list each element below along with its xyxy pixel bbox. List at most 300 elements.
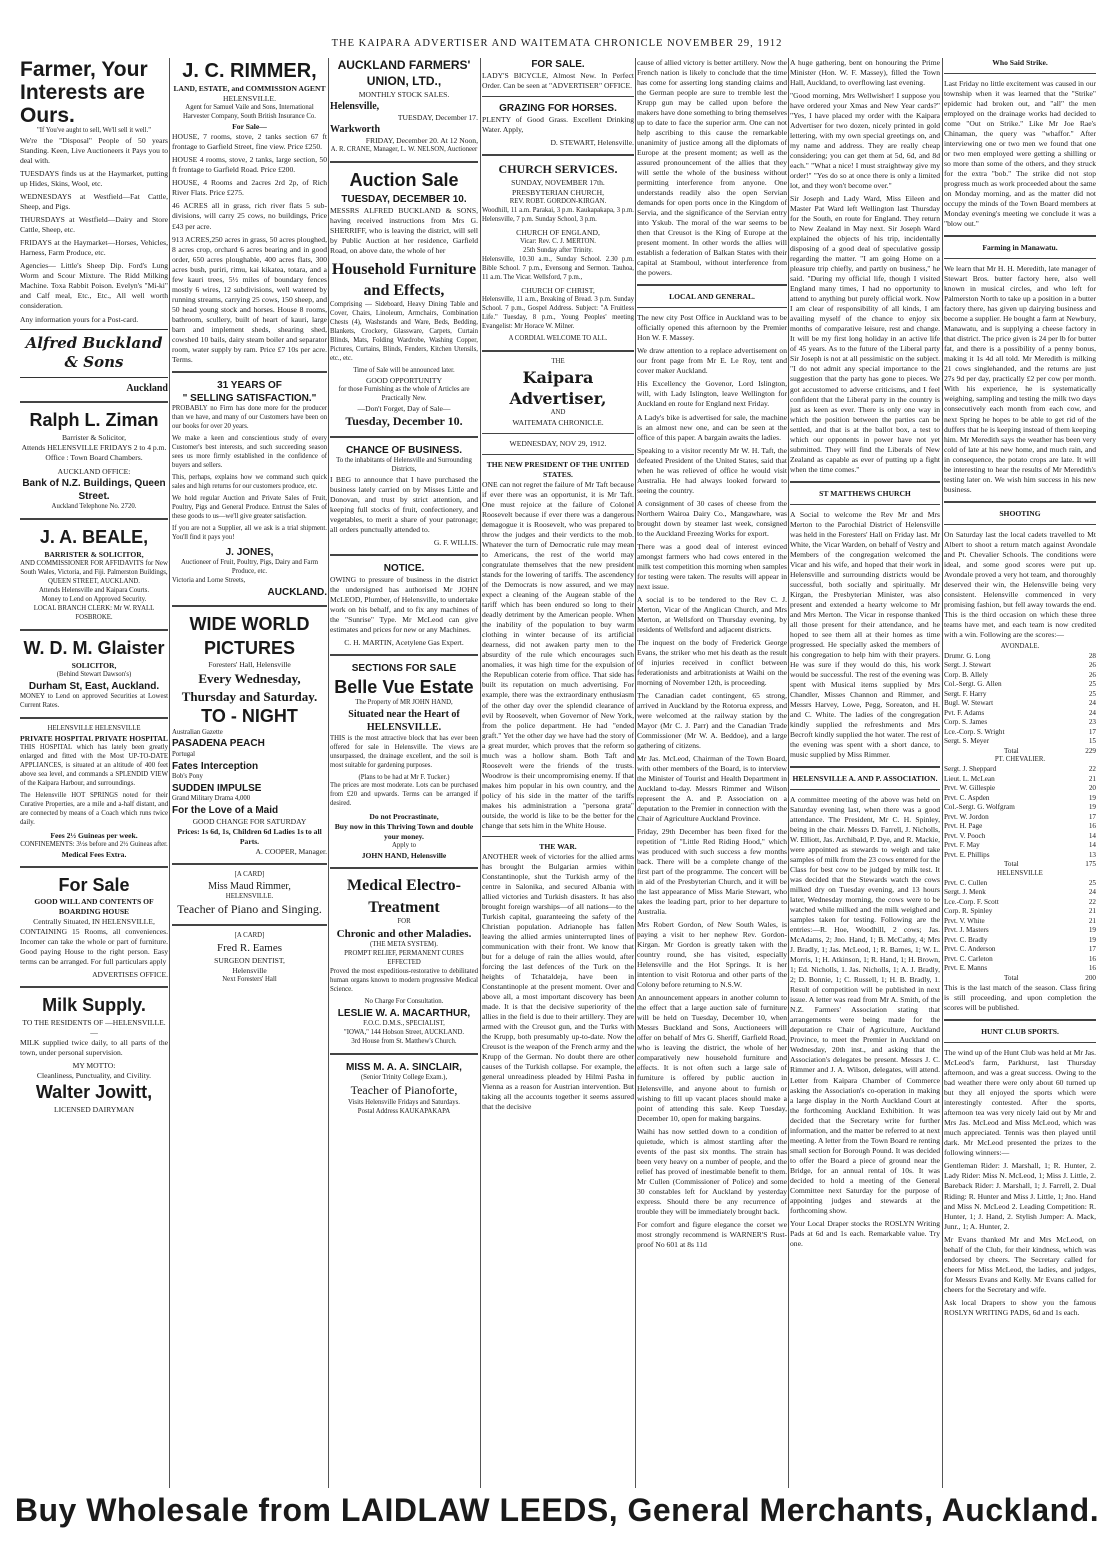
column-rule: [635, 58, 636, 1488]
local-item: Friday, 29th December has been fixed for the repetition of "Little Red Riding Hood," which was produced with such success a few months back. There will be a complete change of the first part of the programme. The concert will be in aid of the Presbyterian Church, and it will be the last appearance of Miss Marie Stewart, who takes the leading part, prior to her departure to Australia.: [637, 827, 787, 917]
shooter-score: 22: [1088, 765, 1096, 774]
milk-title: Milk Supply.: [42, 995, 146, 1016]
milk-body: MILK supplied twice daily, to all parts of the town, under personal supervision.: [20, 1038, 168, 1058]
sinclair-sub: (Senior Trinity College Exam.),: [360, 1074, 448, 1082]
local-item: The inquest on the body of Frederick George Evans, the striker who met his death as the result of injuries received in conflict between federationists and arbitrationists at Waihi on the morning of November 12th, is proceeding.: [637, 637, 787, 687]
column-2: [172, 58, 327, 1488]
shooter-name: Col.-Sergt. G. Allen: [944, 680, 1002, 689]
medical-meta: (THE META SYSTEM).: [370, 941, 438, 949]
years-body: PROBABLY no Firm has done more for the producer than we have, and many of our Customers have been on our books for over 20 years.: [172, 405, 327, 431]
score-tables: [944, 643, 1096, 983]
beale-name: J. A. BEALE,: [39, 527, 149, 548]
christ-welcome: A CORDIAL WELCOME TO ALL.: [508, 334, 608, 342]
total-label: Total: [1004, 746, 1019, 755]
beale-money: Money to Lend on Approved Security.: [41, 596, 147, 604]
hosp-springs: The Helensville HOT SPRINGS noted for their Curative Properties, are a mile and a-half distant, and are connected by means of a Coach which runs twice daily.: [20, 791, 168, 826]
shooter-score: 17: [1088, 812, 1096, 821]
years-body: We make a keen and conscientious study of every Customer's best interests, and such succeeding season sees us more firmly established in the confidence of buyers and sellers.: [172, 435, 327, 469]
auction-title: Auction Sale: [349, 170, 459, 191]
shooter-name: Prvt. J. Masters: [944, 926, 989, 935]
local-item: His Excellency the Govenor, Lord Islington, will, with Lady Islington, leave Wellington for Auckland en route for England next Friday.: [637, 379, 787, 409]
hunt-end: Mr Evans thanked Mr and Mrs McLeod, on behalf of the Club, for their kindness, which was endorsed by cheers. The Secretary called for cheers for Miss McLeod, the ladies, and judges, for Messrs Evans and Kelly. Mr Evans called for cheers for the Secretary and wife.: [944, 1234, 1096, 1294]
hosp-fees: Fees 2½ Guineas per week.: [50, 830, 138, 840]
total-label: Total: [1004, 973, 1019, 982]
shooter-score: 24: [1088, 708, 1096, 717]
local-item: An announcement appears in another column to the effect that a large auction sale of furniture will be held on Tuesday, December 10, when Messrs Buckland and Sons, Auctioneers will offer on behalf of Mrs G. Sheriff, Garfield Road, who is leaving the district, the whole of her comparatively new household furniture and effects. It is not often such a large sale of furniture is offered by public auction in Helensville, and anyone about to furnish or wishing to fill up vacant places should make a point of attending this sale. Keep Tuesday, December 10, open for making bargains.: [637, 993, 787, 1123]
local-item: The Canadian cadet contingent, 65 strong, arrived in Auckland by the Rotorua express, and were welcomed at the railway station by the Mayor (Mr C. J. Parr) and the Canadian Trade Commissioner (Mr W. A. Beddoe), and a large gathering of citizens.: [637, 690, 787, 750]
eng-vicar: Vicar: Rev. C. J. MERTON.: [519, 238, 597, 246]
local-item: The new city Post Office in Auckland was to be officially opened this afternoon by the Premier Hon W. F. Massey.: [637, 313, 787, 343]
score-row: [944, 728, 1096, 738]
shooter-score: 22: [1088, 897, 1096, 906]
shooter-score: 24: [1088, 888, 1096, 897]
eng-title: CHURCH OF ENGLAND,: [516, 228, 600, 238]
column-rule: [169, 58, 170, 1488]
score-table: [944, 652, 1096, 757]
shooter-name: Prvt. C. Carleton: [944, 954, 993, 963]
shooter-score: 14: [1088, 831, 1096, 840]
war-body: ANOTHER week of victories for the allied arms has brought the Bulgarian armies within Constantinople, shut the Turkish army of the centre in Salonika, and secured Albania with allied victories and Turkish disasters. It has also brought foreign warships—of all nations—to the Turkish capital, guaranteeing the safety of the Christian population. Adrianople has fallen leaving the allied armies uninterrupted lines of communication with their front. We know that but for a deluge of rain the allies would, after forcing the last defences of the Turk on the heights of Tchataldeja, have been in Constantinople at the present moment. Over and above all, a most important discovery has been made. It is that the decisive superiority of the allies in the field is due to their artillery. They are armed with the Creusot gun, and the Turks with the Krupp, both presumably up-to-date. Now the Creusot is the weapon of the French army and the Krupp of the German. No doubt there are other causes of the Turkish collapse. For example, the general unreadiness pleaded by Hilmi Pasha in Vienna as a reason for Austrian intervention. But taking all the accounts together it seems assured that the decisive: [482, 851, 634, 1112]
logo-place: Auckland: [126, 383, 168, 395]
total-label: Total: [1004, 860, 1019, 869]
shooter-name: Prvt. V. White: [944, 916, 985, 925]
local-item: There was a good deal of interest evinced amongst farmers who had cows entered in the milk test competition this morning when samples for testing were taken. The results will appear in next issue.: [637, 541, 787, 591]
dont-forget-date: Tuesday, December 10.: [345, 414, 463, 428]
score-row: [944, 813, 1096, 823]
column-3: [330, 58, 478, 1488]
notice-sig: C. H. MARTIN, Acetylene Gas Expert.: [344, 638, 464, 648]
property-of: The Property of MR JOHN HAND,: [355, 699, 453, 707]
score-row: [944, 680, 1096, 690]
hosp-medical: Medical Fees Extra.: [61, 849, 127, 859]
milk-to: TO THE RESIDENTS OF —HELENSVILLE.—: [22, 1018, 166, 1038]
score-row: [944, 898, 1096, 908]
listing: 46 ACRES all in grass, rich river flats 5 sub-divisions, will carry 25 cows, no buildings, Price £43 per acre.: [172, 201, 327, 231]
card-label: [A CARD]: [234, 932, 265, 940]
shooter-score: 23: [1088, 718, 1096, 727]
pictures-hall: Foresters' Hall, Helensville: [208, 660, 291, 670]
shooter-name: Prvt. F. May: [944, 841, 980, 850]
score-row: [944, 964, 1096, 974]
glaister-behind: (Behind Stewart Dawson's): [56, 670, 132, 678]
grazing-sig: D. STEWART, Helensville.: [550, 138, 634, 148]
jones-city: AUCKLAND.: [267, 586, 327, 598]
household-title: Household Furniture and Effects,: [331, 261, 477, 300]
notice-title: NOTICE.: [383, 563, 425, 575]
day-item: TUESDAYS finds us at the Haymarket, putting up Hides, Skins, Wool, etc.: [20, 169, 168, 189]
farmer-days: [20, 169, 168, 258]
shooter-name: Corp. S. James: [944, 718, 988, 727]
card-label: [A CARD]: [234, 871, 265, 879]
local-title: LOCAL AND GENERAL.: [669, 292, 755, 302]
shooter-score: 17: [1088, 727, 1096, 736]
masthead: THE KAIPARA ADVERTISER AND WAITEMATA CHRONICLE NOVEMBER 29, 1912: [331, 38, 783, 49]
card1-place: HELENSVILLE.: [225, 893, 274, 901]
score-row: [944, 803, 1096, 813]
shooter-name: Sergt. J. Menk: [944, 888, 986, 897]
forsale-label: For Sale—: [232, 122, 267, 132]
bellevue-title: Belle Vue Estate: [334, 676, 474, 697]
score-row: [944, 917, 1096, 927]
shooter-name: Sergt. J. Sheppard: [944, 765, 997, 774]
church-date: SUNDAY, NOVEMBER 17th.: [511, 178, 605, 188]
local-item: For comfort and figure elegance the corset we most strongly recommend is WARNER'S Rust-proof No 601 at 8s 11d: [637, 1219, 787, 1249]
tonight: TO - NIGHT: [201, 705, 298, 726]
total-row: [944, 860, 1096, 870]
listing: 913 ACRES,250 acres in grass, 50 acres ploughed, 8 acres crop, orchard 6 acres bearing and in good order, 650 acres ploughable, 400 acres flats, 300 acres bush, puriri, rimu, kai kikatea, totara, and a few kauri trees, 5½ miles of boundary fences mostly 6 wires, 12 subdivisions, well watered by running streams, carrying 25 cows, 150 sheep, and 50 head young stock and horses. House 8 rooms, bathroom, scullery, built of heart of kauri, large barn and implement sheds, shearing shed, cowshed 10 bails, dairy steam boiler and separator room, water supply by ram. Price £7 10s per acre. Terms.: [172, 234, 327, 364]
years-body: We hold regular Auction and Private Sales of Fruit, Poultry, Pigs and General Produce. Entrust the Sales of these goods to us—we'll give greater satisfaction.: [172, 494, 327, 520]
local-item: Speaking to a visitor recently Mr W. H. Taft, the defeated President of the United States, said that when he was relieved of office he would visit Australia. He had always looked forward to seeing the country.: [637, 445, 787, 495]
hosp-head: HELENSVILLE HELENSVILLE: [47, 724, 141, 732]
shooter-name: Col.-Sergt. G. Wolfgram: [944, 803, 1015, 812]
shooting-end: This is the last match of the season. Class firing is still proceeding, and upon completion the scores will be published.: [944, 983, 1096, 1013]
column-rule: [788, 58, 789, 1488]
film-source: Bob's Pony: [172, 772, 203, 780]
hunt-title: HUNT CLUB SPORTS.: [981, 1027, 1059, 1037]
procrastinate: Do not Procrastinate,: [369, 812, 439, 822]
prices: Prices: 1s 6d, 1s, Children 6d Ladies 1s to all Parts.: [177, 827, 322, 847]
column-rule: [942, 58, 943, 1488]
film-title: Fates Interception: [172, 760, 259, 772]
eng-times: Helensville, 10.30 a.m., Sunday School. 2.30 p.m. Bible School. 7 p.m., Evensong and Sermon. Tauhoa, 11 a.m. The Vicar. Wellsford, 7 p.m.,: [482, 256, 634, 282]
score-row: [944, 851, 1096, 861]
strike-body: Last Friday no little excitement was caused in our township when it was learned that the "Strike" epidemic had broken out, and "all" the men employed on the drainage works had decided to come "Out on Strike." Like Mr Joe Rae's Chinaman, the query was "whaffor." After interviewing one or two men we found that one or two men employed were getting a shilling or so more than some of the others, and they struck for the extra "bob." The strike did not stop progress much as work proceeded about the same on Monday morning, and as the matter did not occupy the minds of the Town Board members at Monday evening's meeting we conclude it was a "blow out.": [944, 79, 1096, 229]
pictures-days: Every Wednesday, Thursday and Saturday.: [181, 671, 318, 704]
medical-relief: PROMPT RELIEF, PERMANENT CURES EFFECTED: [344, 950, 464, 967]
shooter-name: Prvt. C. Aspden: [944, 793, 990, 802]
shooter-name: Prvt. C. Bradly: [944, 935, 988, 944]
score-row: [944, 907, 1096, 917]
medical-nocharge: No Charge For Consultation.: [364, 997, 444, 1005]
sinclair-visits: Visits Helensville Fridays and Saturdays.: [348, 1098, 460, 1106]
afu-monthly: MONTHLY STOCK SALES.: [358, 89, 450, 99]
listing: HOUSE 4 rooms, stove, 2 tanks, large section, 50 ft frontage to Garfield Road. Price £200.: [172, 155, 327, 175]
score-row: [944, 690, 1096, 700]
afu-title: AUCKLAND FARMERS' UNION, LTD.,: [337, 58, 471, 88]
macarthur-q: F.O.C. D.M.S., SPECIALIST,: [363, 1020, 445, 1028]
shooter-score: 19: [1088, 803, 1096, 812]
christ-title: CHURCH OF CHRIST,: [521, 286, 595, 296]
score-row: [944, 794, 1096, 804]
medical-body: Proved the most expeditious-restorative to debilitated human organs known to modern progressive Medical Science.: [330, 968, 478, 993]
shooter-score: 14: [1088, 841, 1096, 850]
hunt-winners: Gentleman Rider: J. Marshall, 1; R. Hunter, 2. Lady Rider: Miss N. McLeod, 1; Miss J. Little, 2. Bareback Rider: J. Marshall, 1; J. Farrell, 2. Dual Riding: R. Hunter and Miss J. Little, 1; Jno. Hand and Miss N. McLeod 2. Leading Competition: R. Hunter, 1; J. Hand, 2. Stylish Jumper: A. Mack, Junr., 1; A. Hunter, 2.: [944, 1161, 1096, 1231]
sale-sub: GOOD WILL AND CONTENTS OF BOARDING HOUSE: [34, 897, 154, 917]
ap-title: HELENSVILLE A. AND P. ASSOCIATION.: [792, 774, 938, 784]
glaister-addr: Durham St, East, Auckland.: [28, 680, 160, 692]
rimmer-title: LAND, ESTATE, and COMMISSION AGENT: [173, 84, 326, 94]
forsale-title: FOR SALE.: [531, 59, 585, 70]
ziman-office: Office : Town Board Chambers.: [45, 453, 143, 463]
milk-motto-text: Cleanliness, Punctuality, and Civility.: [36, 1071, 152, 1081]
day-item: WEDNESDAYS at Westfield—Fat Cattle, Sheep, and Pigs.: [20, 192, 168, 212]
afu-manager: A. R. CRANE, Manager, L. W. NELSON, Auctioneer: [330, 146, 478, 154]
macarthur-house: 3rd House from St. Matthew's Church.: [351, 1038, 457, 1046]
shooter-name: Lce.-Corp. S. Wright: [944, 727, 1005, 736]
score-row: [944, 936, 1096, 946]
paper-and: AND: [550, 409, 566, 417]
milk-motto: MY MOTTO:: [72, 1061, 116, 1071]
presb-times: Woodhill, 11 a.m. Parakai, 3 p.m. Kaukapakapa, 3 p.m. Helensville, 7 p.m. Sunday School, 3 p.m.: [482, 207, 634, 224]
milk-name: Walter Jowitt,: [35, 1082, 153, 1103]
ziman-name: Ralph L. Ziman: [29, 410, 159, 431]
ziman-bank: Bank of N.Z. Buildings, Queen Street.: [22, 478, 166, 503]
beale-title: BARRISTER & SOLICITOR,: [44, 550, 144, 560]
shooter-score: 25: [1088, 680, 1096, 689]
paper-sub: WAITEMATA CHRONICLE.: [512, 418, 604, 428]
grazing-body: PLENTY of Good Grass. Excellent Drinking Water. Apply,: [482, 115, 634, 135]
news-item: A huge gathering, bent on honouring the Prime Minister (Hon. W. F. Massey), filled the Town Hall, Auckland, to overflowing last evening.: [790, 58, 940, 88]
score-row: [944, 671, 1096, 681]
shooter-score: 21: [1088, 774, 1096, 783]
news-item: "Good morning, Mrs Wellwisher! I suppose you have ordered your Xmas and New Year cards?" "Yes, I have placed my order with the Kaipara Advertiser for two dozen, nicely printed in gold lettering, with my own special greetings on, and my name and address. They are really cheap considering; you can get them at 5d, 6d, and 8d each." "What a nice! I must straightway give my order!" "Yes do so at once there is only a limited lot, and they won't become over.": [790, 91, 940, 191]
column-4: [482, 58, 634, 1488]
team-name: HELENSVILLE: [997, 869, 1043, 877]
beale-attends: Attends Helensville and Kaipara Courts.: [38, 587, 150, 595]
shooter-score: 26: [1088, 670, 1096, 679]
years-body: This, perhaps, explains how we command such quick sales and high returns for our customers produce, etc.: [172, 473, 327, 490]
score-row: [944, 945, 1096, 955]
total-score: 200: [1085, 973, 1096, 982]
shooter-name: Prvt. W. Gillespie: [944, 784, 996, 793]
film-title: PASADENA PEACH: [172, 738, 265, 750]
paper-name: Kaipara Advertiser,: [509, 367, 607, 409]
macarthur-addr: "IOWA," 144 Hobson Street, AUCKLAND.: [343, 1029, 465, 1037]
shooter-name: Sergt. S. Meyer: [944, 737, 989, 746]
shooter-score: 21: [1088, 916, 1096, 925]
local-item: Mr Jas. McLeod, Chairman of the Town Board, with other members of the Board, is to interview the Minister of Tourist and Health Department in Auckland to-day. Messrs Rimmer and Wilson represent the A. and P. Association on a deputation to the Premier in connection with the Chair of Agriculture Auckland Province.: [637, 754, 787, 824]
medical-for: FOR: [397, 917, 411, 925]
apply-to: Apply to: [392, 842, 416, 850]
score-row: [944, 661, 1096, 671]
total-score: 229: [1085, 746, 1096, 755]
paper-the: THE: [551, 357, 565, 365]
score-row: [944, 737, 1096, 747]
shooter-name: Pvt. F. Adams: [944, 708, 985, 717]
shooter-score: 19: [1088, 793, 1096, 802]
presb-rev: REV. ROBT. GORDON-KIRGAN.: [509, 198, 607, 206]
shooter-score: 28: [1088, 651, 1096, 660]
sale-loc: Centrally Situated, IN HELENSVILLE,: [33, 917, 155, 927]
rimmer-name: J. C. RIMMER,: [182, 60, 317, 82]
team-name: AVONDALE.: [1000, 642, 1040, 650]
shooting-title: SHOOTING: [999, 508, 1041, 518]
situated: Situated near the Heart of HELENSVILLE.: [348, 709, 460, 734]
shooter-score: 20: [1088, 784, 1096, 793]
shooter-name: Prvt. E. Manns: [944, 964, 988, 973]
shooter-name: Prvt. C. Cullen: [944, 878, 988, 887]
change-body: I BEG to announce that I have purchased the business lately carried on by Misses Little and Donovan, and trust by strict attention, and keeping full stocks of fruit, confectionery, and vegetables, to merit a share of your patronage; all orders punctually attended to.: [330, 474, 478, 535]
change-sig: G. F. WILLIS.: [433, 538, 478, 548]
sections-title: SECTIONS FOR SALE: [351, 663, 457, 675]
change-to: To the inhabitants of Helensville and Surrounding Districts,: [336, 457, 472, 473]
shooter-score: 25: [1088, 689, 1096, 698]
strike-title: Who Said Strike.: [992, 58, 1048, 67]
glaister-money: MONEY to Lend on approved Securities at Lowest Current Rates.: [20, 692, 168, 709]
listing: HOUSE, 4 Rooms and 2acres 2rd 2p, of Rich River Flats. Price £275.: [172, 178, 327, 198]
afu-date: TUESDAY, December 17.: [397, 112, 478, 122]
jones-body: Auctioneer of Fruit, Poultry, Pigs, Dairy and Farm Produce, etc.: [181, 558, 318, 575]
shooter-name: Prvt. E. Phillips: [944, 850, 990, 859]
shooting-body: On Saturday last the local cadets travelled to Mt Albert to shoot a return match against Avondale and Pt. Chevalier Schools. The conditions were ideal, and some good scores were put up. Avondale proved a very hot team, and thoroughly deserved their win, the Helensville being very consistent. Helensville commenced in very promising fashion, but fell away towards the end. This is the third occasion on which these three teams have met, and each team is now credited with a win. Following are the scores:—: [944, 529, 1096, 639]
shooter-score: 16: [1088, 822, 1096, 831]
plans: (Plans to be had at Mr F. Tucker.): [358, 773, 450, 781]
shooter-name: Prvt. V. Pooch: [944, 831, 986, 840]
local-item: A consignment of 30 cases of cheese from the Northern Wairoa Dairy Co., Mangawhare, was brought down by steamer last week, consigned to the Auckland Freezing Works for export.: [637, 498, 787, 538]
any-info: Any information yours for a Post-card.: [20, 314, 139, 324]
time-sale: Time of Sale will be announced later.: [353, 367, 455, 375]
card2-place: Helensville: [232, 965, 267, 975]
notice-body: OWING to pressure of business in the district the undersigned has authorised Mr JOHN McLEOD, Plumber, of Helensville, to undertake work on his behalf, and to fix any machines of the "Sunrise" Type. Mr McLeod can give estimates and prices for new or any Machines.: [330, 575, 478, 635]
shooter-name: Lce.-Corp. F. Scott: [944, 897, 999, 906]
local-item: Waihi has now settled down to a condition of quietude, which is almost startling after the events of the past six months. The strain has been very heavy on a number of people, and the relief has proved of inestimable benefit to them. Mr Cullen (Commissioner of Police) and some 30 constables left for Auckland by yesterday express. Should there be any recurrence of trouble they will be immediately brought back.: [637, 1126, 787, 1216]
ap-body: A committee meeting of the above was held on Saturday evening last, when there was a good attendance. The President, Mr C. H. Spinley, being in the chair. Messrs D. Farrell, J. Nicholls, W. Elliott, Jas. Archibald, P. Dye, and R. Mackie, were appointed as stewards to weigh and take samples of milk from the 23 cows entered for the Class for best cow to be judged by milk test. It was decided that the Stewards watch the cows milked dry on Tuesday evening, and 13 hours later, Wednesday morning, the cows were to be watched while milked and the milk weighed and samples taken for testing. Following are the entries:—R. Hoe, Woodhill, 2 cows; Jas. McAdams, 2; Jno. Hand, 1; B. McCathy, 4; Mrs J. Bradly, 1; Jas. McLeod, 1; R. Barnes, 1; W. L. Morris, 1; H. Atkinson, 1; R. Hand, 1; H. Brown, 1; Ed. Nicholls, 1. Jas. Nicholls, 1; A. J. Bradly, 2; D. Bonnie, 1; C. Russell, 1; H. B. Bradly, 1. Result of competition will be published in next issue. A letter was read from Mr A. Smith, of the N.Z. Farmers' Association stating that arrangements were being made for the deputation re Chair of Agriculture, Auckland Province, to meet the Premier in Auckland on Wednesday, 20th inst., and asking that the Association's delegates be present. Messrs J. C. Rimmer and J. A. Wilson, delegates, will attend. Letter from Kaipara Chamber of Commerce asking the Association's co-operation in making a large display in the North Auckland Court at the forthcoming Auckland Exhibition. It was decided that the Secretary write for further information, and the matter be referred to at next meeting. A letter from the Town Board re renting small section for Borough Pound. It was decided to offer the Board a piece of ground near the Bridge, for an annual rental of 10s. It was decided to hold a meeting of the General Committee next Saturday for the purpose of appointing judges and stewards at the forthcoming show.: [790, 795, 940, 1215]
bellevue-body: THIS is the most attractive block that has ever been offered for sale in Helensville. The views are unsurpassed, the drainage excellent, and the soil is most suitable for gardening purposes.: [330, 734, 478, 769]
total-row: [944, 974, 1096, 984]
local-item: A social is to be tendered to the Rev C. J. Merton, Vicar of the Anglican Church, and Mrs Merton, at Wellsford on Thursday evening, by residents of Wellsford and adjacent districts.: [637, 594, 787, 634]
local-item: A Lady's bike is advertised for sale, the machine is an almost new one, and can be seen at the office of this paper. A bargain awaits the ladies.: [637, 412, 787, 442]
auction-date: TUESDAY, DECEMBER 10.: [341, 193, 467, 205]
score-row: [944, 822, 1096, 832]
score-table: [944, 879, 1096, 984]
column-1: [20, 58, 168, 1488]
shooter-name: Drumr. G. Long: [944, 651, 991, 660]
pictures-title: WIDE WORLD PICTURES: [189, 613, 310, 658]
medical-title: Medical Electro-Treatment: [347, 877, 461, 916]
shooter-score: 26: [1088, 661, 1096, 670]
change-title: CHANCE OF BUSINESS.: [345, 444, 463, 456]
sale-apply: ADVERTISES OFFICE.: [92, 970, 168, 980]
card2-title: SURGEON DENTIST,: [214, 955, 285, 965]
score-row: [944, 699, 1096, 709]
rimmer-agent: Agent for Samuel Vaile and Sons, International Harvester Company, South British Insurance Co.: [182, 104, 317, 121]
dont-forget: —Don't Forget, Day of Sale—: [357, 403, 451, 413]
good-change: GOOD CHANGE FOR SATURDAY: [192, 817, 307, 827]
score-row: [944, 765, 1096, 775]
shooter-name: Prvt. W. Jordon: [944, 812, 989, 821]
film-title: For the Love of a Maid: [172, 804, 279, 816]
film-source: Australian Gazette: [172, 728, 223, 736]
manawatu-title: Farming in Manawatu.: [982, 243, 1058, 253]
war-continued: cause of allied victory is better artillery. Now the French nation is likely to conclude that the time has come for asserting long standing claims and the German people are sure to tremble lest the Krupp gun may be called upon before the makers have done something to bring themselves up to date to face the superior arm. One can not help ascribing to this cause the remarkable unanimity of justice among all the diplomats of Europe at the present moment; as well as the assured pronouncement of the allies that they will settle the whole of the business without permitting interference from anyone. One understands readily also the open Servian demands for open ports once in the Kingdom of Servia, and the significance of the Servian entry into Yskub. The moral of the war seems to be then that Creusot is the King of Europe at the present moment. In other words the allies will establish a federation of Balkan States with their capital at Stamboul, without interference from the powers.: [637, 58, 787, 278]
shooter-name: Prvt. C. Anderson: [944, 945, 996, 954]
sale-body: CONTAINING 15 Rooms, all conveniences. Incomer can take the whole or part of furniture. Good paying House to the right person. Easy terms can be arranged. For full particulars apply: [20, 927, 168, 967]
church-title: CHURCH SERVICES.: [498, 162, 618, 177]
day-item: FRIDAYS at the Haymarket—Horses, Vehicles, Harness, Farm Produce, etc.: [20, 238, 168, 258]
shooter-name: Bugl. W. Stewart: [944, 699, 994, 708]
sale-title: For Sale: [58, 874, 130, 895]
team-name: PT. CHEVALIER.: [994, 756, 1046, 764]
card2-name: Fred R. Eames: [216, 942, 283, 955]
beale-clerk: LOCAL BRANCH CLERK: Mr W. RYALL FOSBROKE.: [33, 605, 155, 622]
draper-note: Ask local Drapers to show you the famous ROSLYN WRITING PADS, 6d and 1s each.: [944, 1297, 1096, 1317]
score-row: [944, 775, 1096, 785]
paper-date: WEDNESDAY, NOV 29, 1912.: [509, 439, 607, 449]
score-row: [944, 709, 1096, 719]
macarthur-name: LESLIE W. A. MACARTHUR,: [337, 1007, 471, 1019]
jones-addr: Victoria and Lorne Streets,: [172, 576, 246, 584]
score-row: [944, 955, 1096, 965]
shooter-name: Sergt. J. Stewart: [944, 661, 991, 670]
shooter-name: Sergt. F. Harry: [944, 689, 987, 698]
day-item: THURSDAYS at Westfield—Dairy and Store Cattle, Sheep, etc.: [20, 215, 168, 235]
years-body: If you are not a Supplier, all we ask is a trial shipment. You'll find it pays you!: [172, 524, 327, 541]
shooter-name: Prvt. H. Page: [944, 822, 983, 831]
president-body: ONE can not regret the failure of Mr Taft because if ever there was an opportunist, it is Mr Taft. One must rejoice at the failure of Colonel Roosevelt because if ever there was a dangerous demagogue it is Roosevelt, who was prepared to throw the judges and their verdicts to the mob. Whatever the turn of Democratic rule may mean to Americans, the rest of the world may congratulate themselves that the new president stands for the lowering of tariffs. The ascendency of the Democrats is now assured, and we may expect a cleaning of the Augean stable of the tariff which has been endured so long to their deadly detriment by the American people. When the inability of the population to buy warm clothing in winter because of its artificial dearness, did not awaken party men to the absurdity of the rule which encourages such anomalies, it was high time for the expulsion of the Republican coterie from office. That side has built its reputation on much advertising. For example, there was the extraordinary enthusiasm of the other day over the splendid clearance of evil by Roosevelt, when Governor of New York, from the police department. He had "ended graft." Yet the other day we have had the story of a great murder, which proves that the reform so much was a hollow sham. Both Taft and Roosevelt were the friends of the trusts. Woodrow is their uncompromising enemy. If that makes him popular in his own country, and the policy of his side in the matter of the tariffs makes his administration a "persona grata" outside, the world is like to be the better for the change that sets him in the White House.: [482, 480, 634, 830]
years-sub: " SELLING SATISFACTION.": [182, 392, 317, 404]
score-row: [944, 718, 1096, 728]
shooter-score: 19: [1088, 935, 1096, 944]
column-7: [944, 58, 1096, 1488]
total-score: 175: [1085, 860, 1096, 869]
card1-title: Teacher of Piano and Singing.: [177, 902, 322, 917]
sinclair-name: MISS M. A. A. SINCLAIR,: [346, 1062, 462, 1073]
shooter-score: 24: [1088, 699, 1096, 708]
hosp-title: PRIVATE HOSPITAL PRIVATE HOSPITAL: [20, 733, 168, 743]
hunt-body: The wind up of the Hunt Club was held at Mr Jas. McLeod's farm, Parkhurst, last Thursday afternoon, and was a great success. Owing to the bad weather there were only about 60 turned up but they all enjoyed the sports which were interestingly contested. After the sports, afternoon tea was very nicely laid out by Mr and Mrs Jas. McLeod and Miss McLeod, which was much appreciated. Tennis was then played until dark. Mr McLeod presented the prizes to the following winners:—: [944, 1048, 1096, 1158]
score-table: [944, 765, 1096, 870]
christ-times: Helensville, 11 a.m., Breaking of Bread. 3 p.m. Sunday School. 7 p.m., Gospel Address. Subject: "A Fruitless Life." Tuesday, 8 p.m., Young Peoples' meeting Evangelist: Mr Horace W. Milner.: [482, 296, 634, 330]
local-item: We draw attention to a replace advertisement on our front page from Mr E. Le Roy, tent and cover maker Auckland.: [637, 346, 787, 376]
shooter-name: Lieut. L. McLean: [944, 774, 995, 783]
buy-now: Buy now in this Thriving Town and double your money.: [334, 822, 474, 842]
grazing-title: GRAZING FOR HORSES.: [499, 103, 617, 115]
shooter-score: 16: [1088, 954, 1096, 963]
ziman-attends: Attends HELENSVILLE FRIDAYS 2 to 4 p.m.: [21, 443, 167, 453]
bellevue-prices: The prices are most moderate. Lots can be purchased from £20 and upwards. Terms can be arranged if desired.: [330, 782, 478, 808]
farmer-headline: Farmer, Your Interests are Ours.: [20, 58, 148, 128]
eng-trinity: 25th Sunday after Trinity.: [523, 247, 593, 255]
footer-advert: Buy Wholesale from LAIDLAW LEEDS, General Merchants, Auckland.: [14, 1492, 1100, 1528]
shooter-score: 21: [1088, 907, 1096, 916]
column-rule: [328, 58, 329, 1488]
hosp-conf: CONFINEMENTS: 3½s before and 2½ Guineas after.: [20, 840, 168, 848]
glaister-title: SOLICITOR,: [71, 660, 117, 670]
manawatu-body: We learn that Mr H. H. Meredith, late manager of Stewart Bros. butter factory here, also well known in musical circles, and who left for Palmerston North to take up a position in a butter factory there, has given up dairying business and become a supplier. He bought a farm at Newbury, Manawatu, and is supplying a cheese factory in that district. The price given is 24 per lb for butter fat, and there is a possibility of a penny bonus, making it 1s 4d all told. Mr Meredith is milking 21 cows singlehanded, and the returns are just 27s 9d per day, practically £2 per cow per month. With his experience, he is systematically weighing, sampling and testing the milk two days consecutively each month from each cow, and next Spring he hopes to be able to get rid of the duffers that he is keeping instead of them keeping him. Mr Meredith says the weather has been very cold of late at his new home, and much rain, and in consequence, the potato crops are late. It will be interesting to hear the results of Mr Meredith's testing later on. We wish him success in his new business.: [944, 264, 1096, 494]
bicycle-ad: LADY'S BICYCLE, Almost New. In Perfect Order. Can be seen at "ADVERTISER" OFFICE.: [482, 71, 634, 91]
score-row: [944, 879, 1096, 889]
score-row: [944, 926, 1096, 936]
medical-chronic: Chronic and other Maladies.: [336, 927, 472, 940]
war-title: THE WAR.: [539, 841, 577, 851]
sinclair-title: Teacher of Pianoforte,: [350, 1083, 458, 1098]
local-item: Mrs Robert Gordon, of New South Wales, is paying a visit to her nephew Rev. Gordon-Kirgan. Mr Gordon is greatly taken with the country round, she has visited, especially Helensville and the Hot Springs. It is her intention to visit Rotorua and other parts of the Colony before returning to N.S.W.: [637, 920, 787, 990]
shooter-name: Corp. B. Allely: [944, 670, 988, 679]
column-rule: [480, 58, 481, 1488]
jones-name: J. JONES,: [225, 546, 274, 558]
farmer-intro: We're the "Disposal" People of 50 years Standing. Keen, Live Auctioneers it Pays you to deal with.: [20, 136, 168, 166]
card2-addr: Next Foresters' Hall: [222, 975, 277, 983]
household-body: Comprising — Sideboard, Heavy Dining Table and Cover, Chairs, Linoleum, Armchairs, Combination Chests (4), Washstands and Ware, Beds, Bedding, Blankets, Crockery, Glassware, Carpets, Curtain Blinds, Mats, Folding Wardrobe, Washing Copper, Pictures, Curtains, Blinds, Fenders, Kitchen Utensils, etc., etc.: [330, 301, 478, 363]
score-row: [944, 784, 1096, 794]
shooter-score: 13: [1088, 850, 1096, 859]
afu-place: Helensville,: [330, 100, 380, 112]
ziman-auck: AUCKLAND OFFICE:: [57, 467, 131, 477]
ziman-phone: Auckland Telephone No. 2720.: [51, 503, 137, 511]
president-title: THE NEW PRESIDENT OF THE UNITED STATES.: [486, 460, 630, 480]
good-opp-body: for those Furnishing as the whole of Articles are Practically New.: [338, 386, 470, 403]
column-6: [790, 58, 940, 1488]
film-source: Grand Military Drama 4,000: [172, 794, 251, 802]
sinclair-addr: Postal Address KAUKAPAKAPA: [357, 1107, 451, 1115]
shooter-score: 15: [1088, 737, 1096, 746]
afu-date: FRIDAY, December 20. At 12 Noon,: [365, 136, 478, 146]
draper-note: Your Local Draper stocks the ROSLYN Writing Pads at 6d and 1s each. Remarkable value. Try one.: [790, 1218, 940, 1248]
film-title: SUDDEN IMPULSE: [172, 782, 262, 794]
score-row: [944, 888, 1096, 898]
auction-body: MESSRS ALFRED BUCKLAND & SONS, having received instructions from Mrs G. SHERRIFF, who is leaving the district, will sell by Public Auction at her residence, Garfield Road, on above date, the whole of her: [330, 205, 478, 256]
stm-body: A Social to welcome the Rev Mr and Mrs Merton to the Parochial District of Helensville was held in the Foresters' Hall on Friday last. Mr White, the Vicar Warden, on behalf of Vestry and Members of the congregation welcomed the Vicar and his wife, and hoped that their work in Helensville and surrounding districts would be successful, both socially and spiritually. Mr Kirgan, the Presbyterian Minister, was also present and extended a hearty welcome to Mr and Mrs Merton. The Vicar in response thanked all those present for their attendance, and he hoped to see them all at their homes as time progressed. He specially asked the members of his congregation to help him with their prayers. He was sure if they would do this, his work would be successful. The rest of the evening was spent with Musical items supplied by Mrs Chandler, Misses Channon and Rimmer, and Messrs Harvey, Lowe, Pegg, Soreaton, and H. and C. White. The ladies of the congregation kindly supplied the refreshments and Mrs Becroft kindly supplied the hot water. The rest of the evening was spent with a short dance, to music supplied by Miss Rimmer.: [790, 509, 940, 760]
